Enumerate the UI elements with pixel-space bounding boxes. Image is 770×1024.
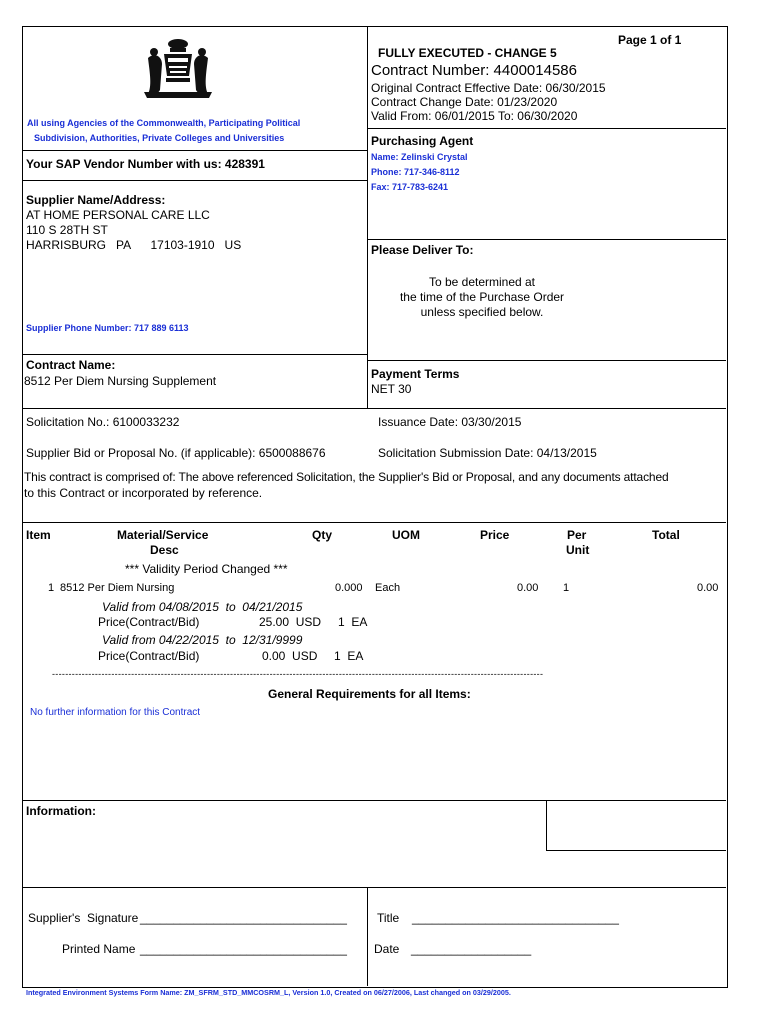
col-uom: UOM (392, 528, 420, 542)
col-material-desc: Desc (150, 543, 179, 557)
line-full-2 (22, 522, 726, 523)
period-2-amount: 0.00 USD (262, 649, 318, 663)
info-inner-line (546, 850, 726, 851)
line-full-4 (22, 887, 726, 888)
printed-name-line: _______________________________ (140, 942, 347, 956)
col-item: Item (26, 528, 51, 542)
row-item: 1 (48, 582, 55, 594)
general-requirements: General Requirements for all Items: (268, 687, 471, 701)
supplier-title: Supplier Name/Address: (26, 193, 166, 207)
date-label: Date (374, 942, 400, 956)
title-label: Title (377, 911, 400, 925)
deliver-line-1: To be determined at (428, 275, 536, 289)
row-per: 1 (563, 582, 570, 594)
period-2-unit: 1 EA (334, 649, 364, 663)
issuance-date: Issuance Date: 03/30/2015 (378, 415, 522, 429)
period-2-valid: Valid from 04/22/2015 to 12/31/9999 (102, 633, 303, 647)
supplier-phone: Supplier Phone Number: 717 889 6113 (26, 323, 189, 333)
submission-date: Solicitation Submission Date: 04/13/2015 (378, 446, 597, 460)
commonwealth-seal-icon (140, 36, 216, 102)
bid-number: Supplier Bid or Proposal No. (if applicable): 6500088676 (26, 446, 326, 460)
supplier-signature-label: Supplier's Signature (28, 911, 139, 925)
payment-terms-title: Payment Terms (371, 367, 460, 381)
period-1-label: Price(Contract/Bid) (98, 615, 200, 629)
line-right-3 (367, 360, 726, 361)
line-left-2 (22, 180, 367, 181)
row-qty: 0.000 (335, 582, 363, 594)
contract-name-value: 8512 Per Diem Nursing Supplement (24, 374, 217, 388)
effective-date: Original Contract Effective Date: 06/30/2015 (371, 81, 606, 95)
line-full-1 (22, 408, 726, 409)
line-full-3 (22, 800, 726, 801)
period-1-amount: 25.00 USD (259, 615, 322, 629)
col-qty: Qty (312, 528, 333, 542)
row-uom: Each (375, 582, 401, 594)
sig-divider (367, 887, 368, 986)
row-price: 0.00 (517, 582, 539, 594)
contract-status: FULLY EXECUTED - CHANGE 5 (378, 46, 557, 60)
dashed-separator: ----------------------------------------------------------------------------------------------------------------------------------------------------- (52, 669, 544, 679)
top-divider (367, 26, 368, 408)
vendor-number: Your SAP Vendor Number with us: 428391 (26, 157, 265, 171)
supplier-signature-line: _______________________________ (140, 911, 347, 925)
validity-changed: *** Validity Period Changed *** (125, 562, 288, 576)
contract-number: Contract Number: 4400014586 (371, 62, 577, 79)
line-left-3 (22, 354, 367, 355)
solicitation-number: Solicitation No.: 6100033232 (26, 415, 180, 429)
period-2-label: Price(Contract/Bid) (98, 649, 200, 663)
col-per: Per (567, 528, 587, 542)
col-total: Total (652, 528, 680, 542)
col-material: Material/Service (117, 528, 209, 542)
line-left-1 (22, 150, 367, 151)
agent-fax: Fax: 717-783-6241 (371, 182, 449, 192)
agencies-line-1: All using Agencies of the Commonwealth, Participating Political (27, 118, 301, 128)
line-right-2 (367, 239, 726, 240)
agencies-line-2: Subdivision, Authorities, Private Colleges and Universities (34, 133, 285, 143)
row-desc: 8512 Per Diem Nursing (60, 582, 175, 594)
period-1-valid: Valid from 04/08/2015 to 04/21/2015 (102, 600, 303, 614)
purchasing-agent-title: Purchasing Agent (371, 134, 474, 148)
deliver-line-2: the time of the Purchase Order (399, 290, 565, 304)
no-further-info: No further information for this Contract (30, 707, 201, 718)
info-divider (546, 800, 547, 850)
col-per-unit: Unit (566, 543, 590, 557)
information-label: Information: (26, 804, 96, 818)
printed-name-label: Printed Name (62, 942, 136, 956)
row-total: 0.00 (697, 582, 719, 594)
line-right-1 (367, 128, 726, 129)
deliver-line-3: unless specified below. (420, 305, 544, 319)
contract-name-title: Contract Name: (26, 358, 116, 372)
comprised-line-2: to this Contract or incorporated by reference. (24, 486, 263, 500)
page-number: Page 1 of 1 (618, 33, 682, 47)
payment-terms-value: NET 30 (371, 382, 412, 396)
date-line: __________________ (411, 942, 532, 956)
valid-range: Valid From: 06/01/2015 To: 06/30/2020 (371, 109, 578, 123)
supplier-street: 110 S 28TH ST (26, 223, 108, 237)
comprised-line-1: This contract is comprised of: The above referenced Solicitation, the Supplier's Bid or Proposal, and any documents attached (24, 470, 669, 484)
change-date: Contract Change Date: 01/23/2020 (371, 95, 558, 109)
agent-name: Name: Zelinski Crystal (371, 152, 468, 162)
col-price: Price (480, 528, 510, 542)
supplier-city: HARRISBURG PA 17103-1910 US (26, 238, 242, 252)
agent-phone: Phone: 717-346-8112 (371, 167, 460, 177)
deliver-title: Please Deliver To: (371, 243, 474, 257)
form-footer: Integrated Environment Systems Form Name: ZM_SFRM_STD_MMCOSRM_L, Version 1.0, Created on 06/27/2006, Last changed on 03/29/2005. (26, 988, 511, 997)
supplier-name: AT HOME PERSONAL CARE LLC (26, 208, 210, 222)
title-line: _______________________________ (412, 911, 619, 925)
period-1-unit: 1 EA (338, 615, 368, 629)
